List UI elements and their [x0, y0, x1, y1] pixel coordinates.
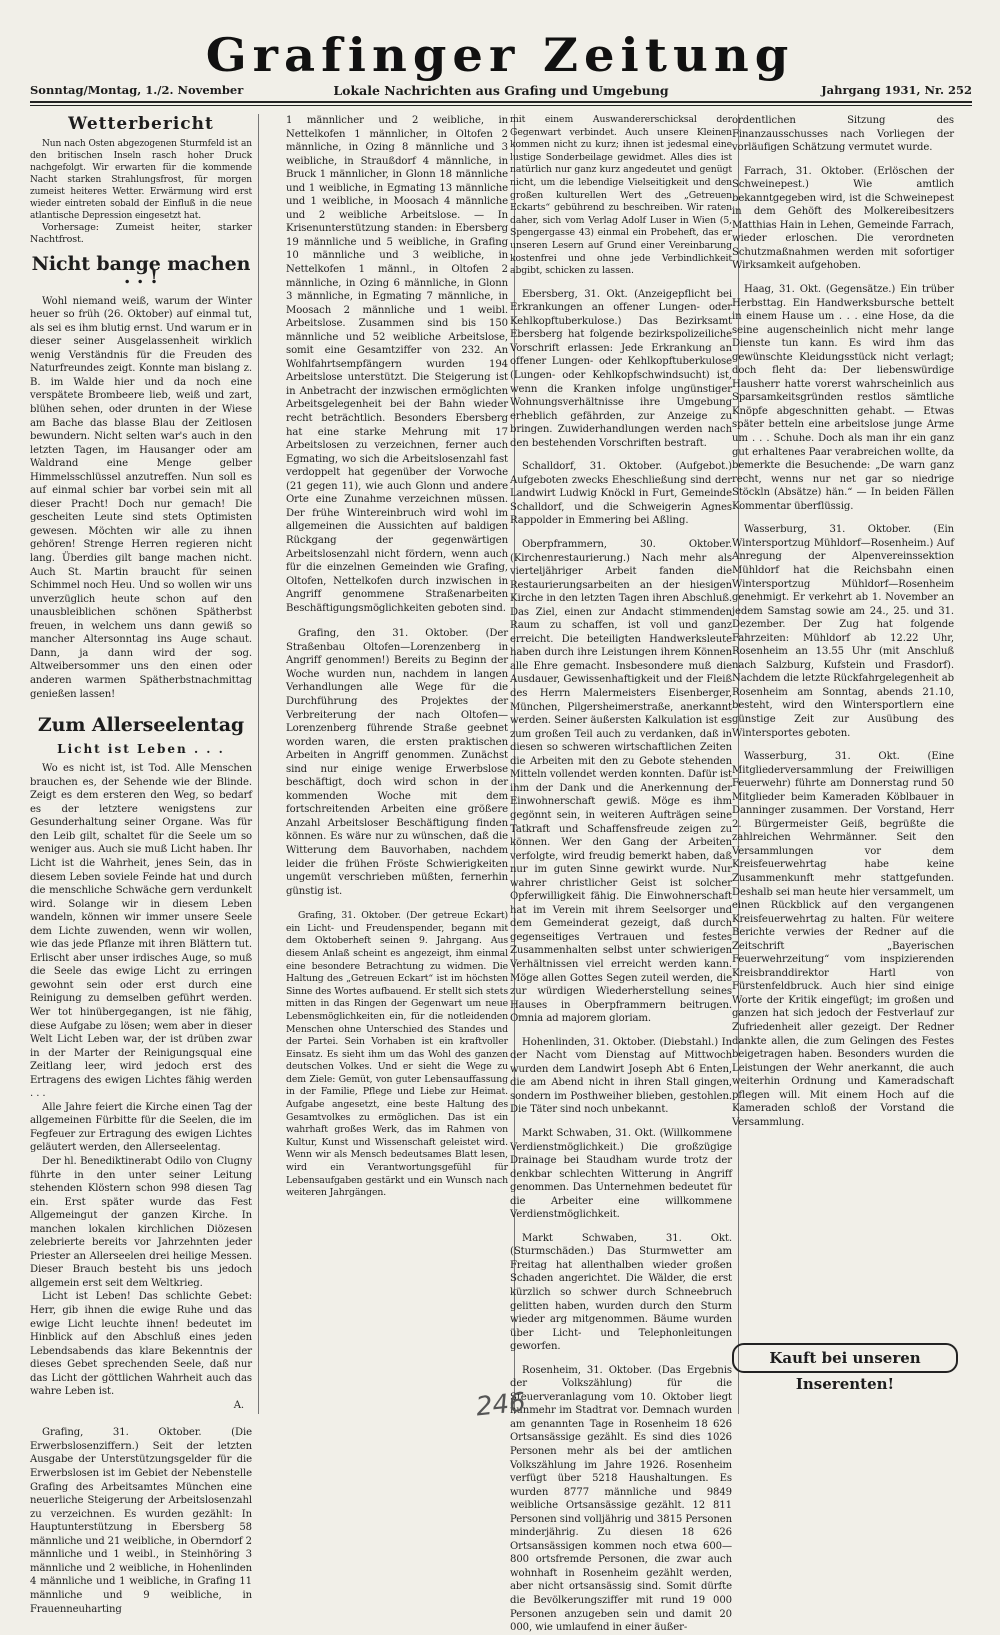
weather-text: Nun nach Osten abgezogenen Sturmfeld ist an den britischen Inseln rasch hoher Druck nachgefolgt. Wir erwarten für die kommende Nacht starken Strahlungsfrost, für morgen zumeist heiteres Wetter. Erwärmung wird erst wieder eintreten sobald der Einfluß in die neue atlantische Depression eingesetzt hat. [30, 138, 252, 221]
article-finanz-continued: ordentlichen Sitzung des Finanzausschusses nach Vorliegen der vorläufigen Schätzung vermutet wurde. [732, 115, 954, 154]
handwritten-page-number: 246 [474, 1387, 528, 1423]
ad-box: Kauft bei unseren Inserenten! [732, 1343, 958, 1373]
masthead-rule-thin [30, 105, 972, 106]
article-heading-allerseelen: Zum Allerseelentag [37, 714, 245, 737]
column-3 [510, 114, 732, 1634]
column-divider [258, 114, 259, 1414]
article-diebstahl-text: Hohenlinden, 31. Oktober. (Diebstahl.) In der Nacht vom Dienstag auf Mittwoch wurden dem Landwirt Joseph Abt 6 Enten, die am Abend nicht in ihren Stall gingen, sondern im Posthweiher blieben, gestohlen. Die Täter sind noch unbekannt. [510, 1036, 732, 1116]
article-allerseelen-text-3: Der hl. Benediktinerabt Odilo von Clugny führte in den unter seiner Leitung stehenden Klöstern schon 998 diesen Tag ein. Erst später wurde das Fest Allgemeingut der ganzen Kirche. In manchen lokalen kirchlichen Diözesen zelebrierte bereits vor Jahrzehnten jeder Priester an Allerseelen drei heilige Messen. Dieser Brauch besteht bis uns jedoch allgemein erst seit dem Weltkrieg. [30, 1156, 252, 1289]
article-kirche-text: Oberpframmern, 30. Oktober. (Kirchenrestaurierung.) Nach mehr als vierteljähriger Arbeit fanden die Restaurierungsarbeiten an der hiesigen Kirche in den letzten Tagen ihren Abschluß. Das Ziel, einen zur Andacht stimmenden Raum zu schaffen, ist voll und ganz erreicht. Die beteiligten Handwerksleute haben durch ihre Leistungen ihrem Können alle Ehre gemacht. Insbesondere muß die Ausdauer, Gewissenhaftigkeit und der Fleiß des Herrn Malermeisters Eisenberger, München, Pilgersheimerstraße, anerkannt werden. Seiner äußersten Kalkulation ist es zum großen Teil auch zu verdanken, daß in diesen so schweren wirtschaftlichen Zeiten die Arbeiten mit den zu Gebote stehenden Mitteln vollendet werden konnten. Dafür ist ihm der Dank und die Anerkennung der Einwohnerschaft gewiß. Möge es ihm gegönnt sein, in weiteren Aufträgen seine Tatkraft und Schaffensfreude zeigen zu können. Wer den Gang der Arbeiten verfolgte, wird freudig bemerkt haben, daß nur im guten Sinne gewirkt wurde. Nur wahrer christlicher Geist ist solcher Opferwilligkeit fähig. Die Einwohnerschaft hat im Verein mit ihrem Seelsorger und dem Gemeinderat gezeigt, daß durch gegenseitiges Vertrauen und festes Zusammenhalten selbst unter schwierigen Verhältnissen viel erreicht werden kann. Möge allen Gottes Segen zuteil werden, die zur würdigen Wiederherstellung seines Hauses in Oberpframmern beitrugen. Omnia ad majorem gloriam. [510, 539, 732, 1025]
column-4 [732, 114, 954, 1336]
masthead-subline [30, 83, 972, 101]
article-eckart-text: Grafing, 31. Oktober. (Der getreue Eckart) ein Licht- und Freudenspender, begann mit dem Oktoberheft seinen 9. Jahrgang. Aus diesem Anlaß scheint es angezeigt, ihm einmal eine besondere Betrachtung zu widmen. Die Haltung des „Getreuen Eckart“ ist im höchsten Sinne des Wortes aufbauend. Er stellt sich stets mitten in das Ringen der Gegenwart um neue Lebensmöglichkeiten ein, für die notleidenden Menschen ohne Unterschied des Standes und der Partei. Sein Vorhaben ist ein kraftvoller Einsatz. Es sieht ihm um das Wohl des ganzen deutschen Volkes. Und er sieht die Wege zu dem Ziele: Gemüt, von guter Lebensauffassung in der Familie, Pflege und Liebe zur Heimat. Aufgabe angesetzt, eine beste Haltung des Gesamtvolkes zu ermöglichen. Das ist ein wahrhaft großes Werk, das im Rahmen von Kultur, Kunst und Wissenschaft geleistet wird. Wenn wir als Mensch bedeutsames Blatt lesen, wird ein Verantwortungsgefühl für Lebensaufgaben gestärkt und ein Wunsch nach weiteren Jahrgängen. [286, 910, 508, 1199]
article-subheading-licht: Licht ist Leben . . . [57, 741, 225, 756]
article-strassenbau-text: Grafing, den 31. Oktober. (Der Straßenbau Oltofen—Lorenzenberg in Angriff genommen!) Bereits zu Beginn der Woche wurden nun, nachdem in langen Verhandlungen alle Wege für die Durchführung des Projektes der Verbreiterung der nach Oltofen—Lorenzenberg führende Straße geebnet worden waren, die ersten praktischen Arbeiten in Angriff genommen. Zunächst sind nur einige wenige Erwerbslose beschäftigt, doch wird schon in der kommenden Woche mit dem fortschreitenden Arbeiten eine größere Anzahl Arbeitsloser Beschäftigung finden können. Es wäre nur zu wünschen, daß die Witterung dem Bauvorhaben, nachdem leider die frühen Fröste Schwierigkeiten ungemüt verschrieben müßten, fernerhin günstig ist. [286, 628, 508, 897]
weather-forecast: Vorhersage: Zumeist heiter, starker Nachtfrost. [30, 221, 252, 245]
article-gegensaetze-text: Haag, 31. Okt. (Gegensätze.) Ein trüber Herbsttag. Ein Handwerksbursche bettelt in einem Hause um . . . eine Hose, da die seine augenscheinlich nicht mehr lange Dienste tun kann. Es wird ihm das gewünschte Kleidungsstück nicht verlagt; doch fleht da: Der liebenswürdige Hausherr hatte vorerst wahrscheinlich aus Sparsamkeitsgründen restlos sämtliche Knöpfe abgeschnitten gehabt. — Etwas später betteln eine arbeitslose junge Arme um . . . Schuhe. Doch als man ihr ein ganz gut erhaltenes Paar verabreichen wollte, da bemerkte die Besuchende: „De warn ganz recht, wenns nur net gar so niedrige Stöckln (Absätze) hän.“ — In beiden Fällen Kommentar überflüssig. [732, 284, 954, 512]
masthead-title: Grafinger Zeitung [205, 29, 795, 83]
column-1 [30, 114, 252, 1615]
article-tuberkulose-text: Ebersberg, 31. Okt. (Anzeigepflicht bei Erkrankungen an offener Lungen- oder Kehlkopftuberkulose.) Das Bezirksamt Ebersberg hat folgende bezirkspolizeiliche Vorschrift erlassen: Jede Erkrankung an offener Lungen- oder Kehlkopftuberkulose (Lungen- oder Kehlkopfschwindsucht) ist, wenn die Kranken infolge ungünstiger Wohnungsverhältnisse ihre Umgebung erheblich gefährden, zur Anzeige zu bringen. Zuwiderhandlungen werden nach den bestehenden Vorschriften bestraft. [510, 288, 732, 449]
article-allerseelen-text-4: Licht ist Leben! Das schlichte Gebet: Herr, gib ihnen die ewige Ruhe und das ewige Licht leuchte ihnen! bedeutet im Hinblick auf den Abschluß eines jeden Lebendsabends das klare Bekenntnis der dieses Gebet sprechenden Seele, daß nur das Licht der göttlichen Wahrheit auch das wahre Leben ist. [30, 1291, 252, 1398]
article-volkszaehlung-text: Rosenheim, 31. Oktober. (Das Ergebnis der Volkszählung) für die Steuerveranlagung vom 10. Oktober liegt nunmehr im Stadtrat vor. Demnach wurden am genannten Tage in Rosenheim 18 626 Ortsansässige gezählt. Es sind dies 1026 Personen mehr als bei der amtlichen Volkszählung im Jahre 1926. Rosenheim verfügt über 5218 Haushaltungen. Es wurden 8777 männliche und 9849 weibliche Ortsansässige gezählt. 12 811 Personen sind volljährig und 3815 Personen minderjährig. Zu diesen 18 626 Ortsansässigen kommen noch etwa 600—800 ortsfremde Personen, die zwar auch wohnhaft in Rosenheim gezählt werden, aber nicht ortsansässig sind. Somit dürfte die Bevölkerungsziffer mit rund 19 000 Personen anzugeben sein und damit 20 000, wie umlaufend in einer äußer- [510, 1364, 732, 1634]
article-drainage-text: Markt Schwaben, 31. Okt. (Willkommene Verdienstmöglichkeit.) Die großzügige Drainage bei Staudham wurde trotz der denkbar schlechten Witterung in Angriff genommen. Das Unternehmen bedeutet für die Arbeiter eine willkommene Verdienstmöglichkeit. [510, 1127, 732, 1221]
article-bange-text: Wohl niemand weiß, warum der Winter heuer so früh (26. Oktober) auf einmal tut, als sei es ihm blutig ernst. Und warum er in dieser seiner Ausgelassenheit wirklich wenig Verständnis für die Freuden des Naturfreundes zeigt. Konnte man bislang z. B. im Walde hier und da noch eine verspätete Brombeere lieb, weiß und zart, blühen sehen, oder drunten in der Wiese am Bache das blasse Blau der Zeitlosen bewundern. Nicht selten war's auch in den letzten Tagen, im Hausanger oder am Waldrand eine Menge gelber Himmelsschlüssel anzutreffen. Nun soll es auf einmal schier bar vorbei sein mit all dieser Pracht! Doch nur gemach! Die gescheiten Leute sind stets Optimisten gewesen. Möchten wir alle zu ihnen gehören! Strenge Herren regieren nicht lang. Überdies gilt bange machen nicht. Auch St. Martin braucht für seinen Schimmel noch Heu. Und so wollen wir uns unverzüglich heute schon auf den unausbleiblichen schönen Spätherbst freuen, in welchem uns dann gewiß so mancher Altersonntag ins Auge schaut. Dann, ja dann wird der sog. Altweibersommer uns den einen oder anderen warmen Spätherbstnachmittag genießen lassen! [30, 295, 252, 700]
masthead-issue: Jahrgang 1931, Nr. 252 [821, 83, 972, 97]
article-signature: A. [233, 1399, 244, 1411]
article-wintersport-text: Wasserburg, 31. Oktober. (Ein Wintersportzug Mühldorf—Rosenheim.) Auf Anregung der Alpenvereinssektion Mühldorf hat die Reichsbahn einen Wintersportzug Mühldorf—Rosenheim genehmigt. Er verkehrt ab 1. November an jedem Samstag sowie am 24., 25. und 31. Dezember. Der Zug hat folgende Fahrzeiten: Mühldorf ab 12.22 Uhr, Rosenheim an 13.55 Uhr (mit Anschluß nach Salzburg, Kufstein und Frasdorf). Nachdem die letzte Rückfahrgelegenheit ab Rosenheim am Sonntag, abends 21.10, besteht, wird den Wintersportlern eine günstige Zeit zur Ausübung des Wintersportes geboten. [732, 524, 954, 739]
column-2 [286, 114, 508, 1414]
article-allerseelen-text-1: Wo es nicht ist, ist Tod. Alle Menschen brauchen es, der Sehende wie der Blinde. Zeigt es dem ersteren den Weg, so bedarf es der letztere wenigstens zur Gesunderhaltung seiner Organe. Was für den Leib gilt, schaltet für die Seele um so weniger aus. Auch sie muß Licht haben. Ihr Licht ist die Wahrheit, jenes Sein, das in diesem Leben soviele Feinde hat und durch die menschliche Schwäche gern verdunkelt wird. Solange wir in diesem Leben wandeln, können wir immer unsere Seele dem Lichte zuwenden, wenn wir wollen, wie das jede Pflanze mit ihren Blättern tut. Erlischt aber unser irdisches Auge, so muß die Seele das ewige Licht zu erringen gewohnt sein oder erst durch eine Reinigung zu demselben geführt werden. Wer tot hinübergegangen, ist nie fähig, diese Aufgabe zu lösen; wem aber in dieser Welt Licht Leben war, der ist drüben zwar in der Marter der Reinigungsqual eine Zeitlang leer, wird jedoch erst des Ertragens des ewigen Lichtes fähig werden . . . [30, 763, 252, 1100]
masthead-rule [30, 101, 972, 103]
article-allerseelen-text-2: Alle Jahre feiert die Kirche einen Tag der allgemeinen Fürbitte für die Seelen, die im Fegfeuer zur Ertragung des ewigen Lichtes geläutert werden, den Allerseelentag. [30, 1101, 252, 1154]
article-feuerwehr-text: Wasserburg, 31. Okt. (Eine Mitgliederversammlung der Freiwilligen Feuerwehr) führte am Donnerstag rund 50 Mitglieder beim Kameraden Köblbauer in Danninger zusammen. Der Vorstand, Herr 2. Bürgermeister Geiß, begrüßte die zahlreichen Wehrmänner. Seit den Versammlungen vor dem Kreisfeuerwehrtag habe keine Zusammenkunft mehr stattgefunden. Deshalb sei man heute hier versammelt, um einen Rückblick auf den vergangenen Kreisfeuerwehrtag zu halten. Für weitere Berichte verwies der Redner auf die Zeitschrift „Bayerischen Feuerwehrzeitung“ vom inspizierenden Kreisbranddirektor Hartl von Fürstenfeldbruck. Auch hier sind einige Worte der Kritik eingefügt; im großen und ganzen hat sich jedoch der Festverlauf zur Zufriedenheit aller gezeigt. Der Redner dankte allen, die zum Gelingen des Festes beigetragen haben. Besonders wurden die Leistungen der Wehr anerkannt, die auch weiterhin Ordnung und Kameradschaft pflegen will. Mit einem Hoch auf die Kameraden schloß der Vorstand die Versammlung. [732, 751, 954, 1128]
article-schweinepest-text: Farrach, 31. Oktober. (Erlöschen der Schweinepest.) Wie amtlich bekanntgegeben wird, ist die Schweinepest in dem Gehöft des Molkereibesitzers Matthias Hain in Lehen, Gemeinde Farrach, wieder erloschen. Die verordneten Schutzmaßnahmen werden mit sofortiger Wirksamkeit aufgehoben. [732, 165, 954, 272]
article-arbeitslose-text: 1 männlicher und 2 weibliche, in Nettelkofen 1 männlicher, in Oltofen 2 männliche, in Ozing 8 männliche und 3 weibliche, in Straußdorf 4 männliche, in Bruck 1 männlicher, in Glonn 18 männliche und 1 weibliche, in Egmating 13 männliche und 1 weibliche, in Moosach 4 männliche und 2 weibliche Arbeitslose. — In Krisenunterstützung standen: in Ebersberg 19 männliche und 5 weibliche, in Grafing 10 männliche und 3 weibliche, in Nettelkofen 1 männl., in Oltofen 2 männliche, in Ozing 6 männliche, in Glonn 3 männliche, in Egmating 7 männliche, in Moosach 2 männliche und 1 weibl. Arbeitslose. Zusammen sind bis 150 männliche und 52 weibliche Arbeitslose, somit eine Gesamtziffer von 232. An Wohlfahrtsempfängern wurden 194 Arbeitslose unterstützt. Die Steigerung ist in Anbetracht der inzwischen ermöglichten Arbeitsgelegenheit bei der Bahn wieder recht beträchtlich. Besonders Ebersberg hat eine starke Mehrung mit 17 Arbeitslosen zu verzeichnen, ferner auch Egmating, wo sich die Arbeitslosenzahl fast verdoppelt hat gegenüber der Vorwoche (21 gegen 11), wie auch Glonn und andere Orte eine Zunahme verzeichnen müssen. Der frühe Wintereinbruch wird wohl im allgemeinen die Aussichten auf baldigen Rückgang der gegenwärtigen Arbeitslosenzahl nicht fördern, wenn auch für die einzelnen Gemeinden wie Grafing, Oltofen, Nettelkofen durch inzwischen in Angriff genommene Straßenarbeiten Beschäftigungsmöglichkeiten geboten sind. [286, 115, 508, 614]
masthead-date: Sonntag/Montag, 1./2. November [30, 83, 244, 97]
article-erwerbslose-text: Grafing, 31. Oktober. (Die Erwerbslosenziffern.) Seit der letzten Ausgabe der Unterstützungsgelder für die Erwerbslosen ist im Gebiet der Nebenstelle Grafing des Arbeitsamtes München eine neuerliche Steigerung der Arbeitslosenzahl zu verzeichnen. Es wurden gezählt: In Hauptunterstützung in Ebersberg 58 männliche und 21 weibliche, in Oberndorf 2 männliche und 1 weibl., in Steinhöring 3 männliche und 2 weibliche, in Hohenlinden 4 männliche und 1 weibliche, in Grafing 11 männliche und 9 weibliche, in Frauenneuharting [30, 1427, 252, 1615]
weather-heading: Wetterbericht [68, 114, 214, 134]
masthead-subtitle: Lokale Nachrichten aus Grafing und Umgebung [333, 83, 669, 98]
article-eckart-continued: mit einem Auswandererschicksal der Gegenwart verbindet. Auch unsere Kleinen kommen nicht zu kurz; ihnen ist jedesmal eine lustige Sonderbeilage gewidmet. Alles dies ist natürlich nur ganz kurz angedeutet und genügt nicht, um die lebendige Vielseitigkeit und den großen kulturellen Wert des „Getreuen Eckarts“ gebührend zu beschreiben. Wir raten daher, sich vom Verlag Adolf Luser in Wien (5, Spengergasse 43) einmal ein Probeheft, das er unseren Lesern auf Grund einer Vereinbarung kostenfrei und ohne jede Verbindlichkeit abgibt, schicken zu lassen. [510, 114, 732, 277]
article-aufgebot-text: Schalldorf, 31. Oktober. (Aufgebot.) Aufgeboten zwecks Eheschließung sind der Landwirt Ludwig Knöckl in Furt, Gemeinde Schalldorf, und die Schweigerin Agnes Rappolder in Emmering bei Aßling. [510, 461, 732, 527]
article-sturm-text: Markt Schwaben, 31. Okt. (Sturmschäden.) Das Sturmwetter am Freitag hat allenthalben wieder großen Schaden angerichtet. Die Wälder, die erst kürzlich so schwer durch Schneebruch gelitten haben, wurden durch den Sturm wieder arg mitgenommen. Bäume wurden über Licht- und Telephonleitungen geworfen. [510, 1232, 732, 1353]
article-heading-bange: Nicht bange machen . . ! [31, 252, 251, 289]
